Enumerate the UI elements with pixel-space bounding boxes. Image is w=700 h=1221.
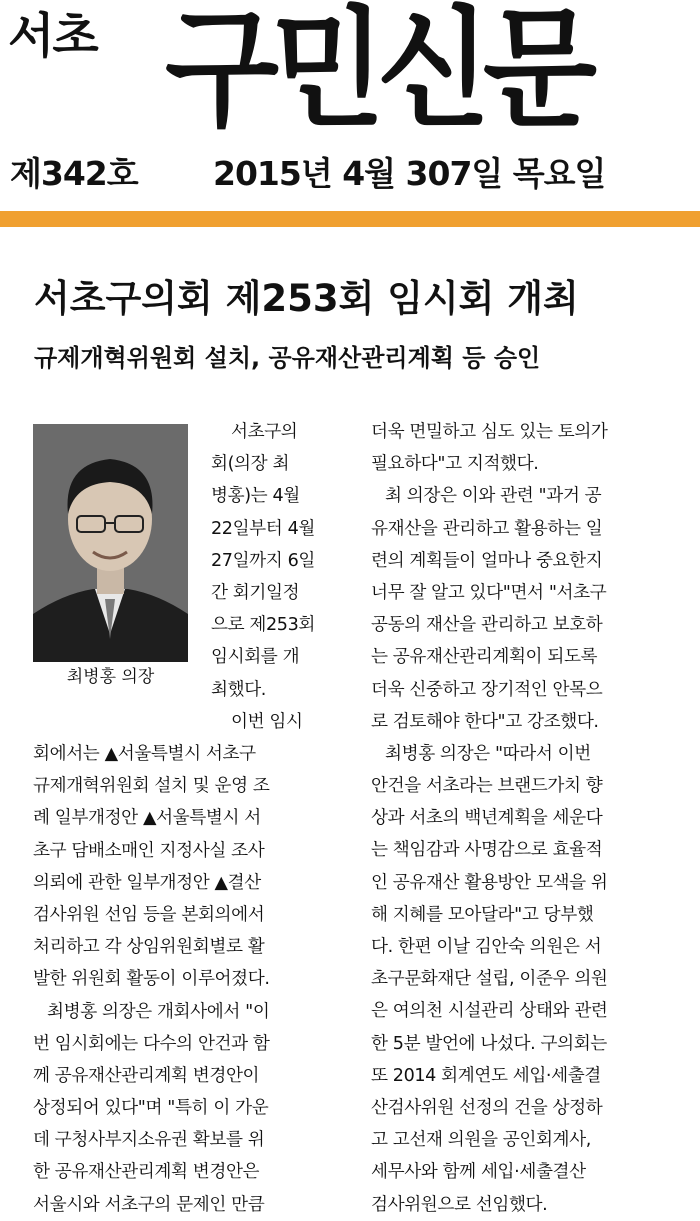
text-line: 초구문화재단 설립, 이준우 의원: [371, 969, 608, 990]
text-line: 또 2014 회계연도 세입·세출결: [371, 1065, 601, 1086]
text-line: 서초구의: [231, 422, 298, 442]
text-line: 더욱 면밀하고 심도 있는 토의가: [371, 422, 608, 442]
text-line: 은 여의천 시설관리 상태와 관련: [371, 1001, 608, 1022]
text-line: 처리하고 각 상임위원회별로 활: [33, 937, 265, 958]
masthead-region-label: 서초: [8, 8, 97, 64]
text-line: 최병홍 의장은 개회사에서 "이: [47, 1001, 270, 1022]
text-line: 발한 위원회 활동이 이루어졌다.: [33, 969, 270, 990]
text-line: 다. 한편 이날 김안숙 의원은 서: [371, 937, 602, 957]
orange-divider: [0, 211, 700, 227]
text-line: 최했다.: [211, 679, 266, 700]
text-line: 한 5분 발언에 나섰다. 구의회는: [371, 1033, 607, 1054]
text-line: 이번 임시: [231, 711, 303, 732]
text-line: 의뢰에 관한 일부개정안 ▲결산: [33, 872, 261, 893]
text-line: 상정되어 있다"며 "특히 이 가운: [33, 1098, 269, 1119]
text-line: 회에서는 ▲서울특별시 서초구: [33, 744, 256, 764]
text-line: 임시회를 개: [211, 647, 300, 668]
text-line: 최 의장은 이와 관련 "과거 공: [385, 486, 602, 507]
text-line: 유재산을 관리하고 활용하는 일: [371, 518, 603, 539]
text-line: 해 지혜를 모아달라"고 당부했: [371, 904, 594, 925]
text-line: 규제개혁위원회 설치 및 운영 조: [33, 776, 270, 797]
text-line: 초구 담배소매인 지정사실 조사: [33, 840, 265, 861]
text-line: 공동의 재산을 관리하고 보호하: [371, 615, 603, 636]
text-line: 세무사와 함께 세입·세출결산: [371, 1162, 586, 1183]
text-line: 인 공유재산 활용방안 모색을 위: [371, 872, 608, 893]
issue-number: 제342호: [10, 154, 138, 193]
text-line: 산검사위원 선정의 건을 상정하: [371, 1097, 603, 1118]
text-line: 께 공유재산관리계획 변경안이: [33, 1065, 260, 1086]
text-line: 22일부터 4월: [211, 518, 315, 539]
article-column-1-beside-photo: [211, 416, 315, 738]
text-line: 너무 잘 알고 있다"면서 "서초구: [371, 582, 607, 603]
text-line: 더욱 신중하고 장기적인 안목으: [371, 679, 603, 700]
text-line: 회(의장 최: [211, 454, 290, 475]
issue-date: 2015년 4월 307일 목요일: [213, 154, 606, 193]
speaker-portrait-photo: [33, 424, 188, 662]
photo-caption: 최병홍 의장: [66, 667, 155, 687]
text-line: 병홍)는 4월: [211, 486, 300, 507]
text-line: 는 공유재산관리계획이 되도록: [371, 647, 598, 668]
article-column-1: [33, 738, 270, 1221]
text-line: 례 일부개정안 ▲서울특별시 서: [33, 808, 261, 829]
text-line: 서울시와 서초구의 문제인 만큼: [33, 1194, 265, 1215]
text-line: 필요하다"고 지적했다.: [371, 454, 539, 475]
text-line: 최병홍 의장은 "따라서 이번: [385, 743, 591, 764]
text-line: 검사위원 선임 등을 본회의에서: [33, 904, 265, 925]
text-line: 데 구청사부지소유권 확보를 위: [33, 1130, 265, 1151]
text-line: 27일까지 6일: [211, 550, 315, 571]
text-line: 는 책임감과 사명감으로 효율적: [371, 840, 603, 861]
text-line: 고 고선재 의원을 공인회계사,: [371, 1130, 591, 1151]
article-column-2: [371, 416, 608, 1221]
masthead-title: 구민신문: [165, 0, 589, 145]
text-line: 번 임시회에는 다수의 안건과 함: [33, 1033, 270, 1054]
text-line: 안건을 서초라는 브랜드가치 향: [371, 776, 603, 797]
text-line: 으로 제253회: [211, 615, 315, 636]
text-line: 상과 서초의 백년계획을 세운다: [371, 808, 603, 829]
article-headline: 서초구의회 제253회 임시회 개최: [34, 277, 579, 320]
text-line: 련의 계획들이 얼마나 중요한지: [371, 550, 603, 571]
text-line: 로 검토해야 한다"고 강조했다.: [371, 711, 599, 732]
portrait-illustration: [33, 424, 188, 662]
article-subheadline: 규제개혁위원회 설치, 공유재산관리계획 등 승인: [34, 344, 541, 372]
text-line: 간 회기일정: [211, 582, 300, 603]
text-line: 검사위원으로 선임했다.: [371, 1194, 548, 1215]
text-line: 한 공유재산관리계획 변경안은: [33, 1162, 260, 1183]
